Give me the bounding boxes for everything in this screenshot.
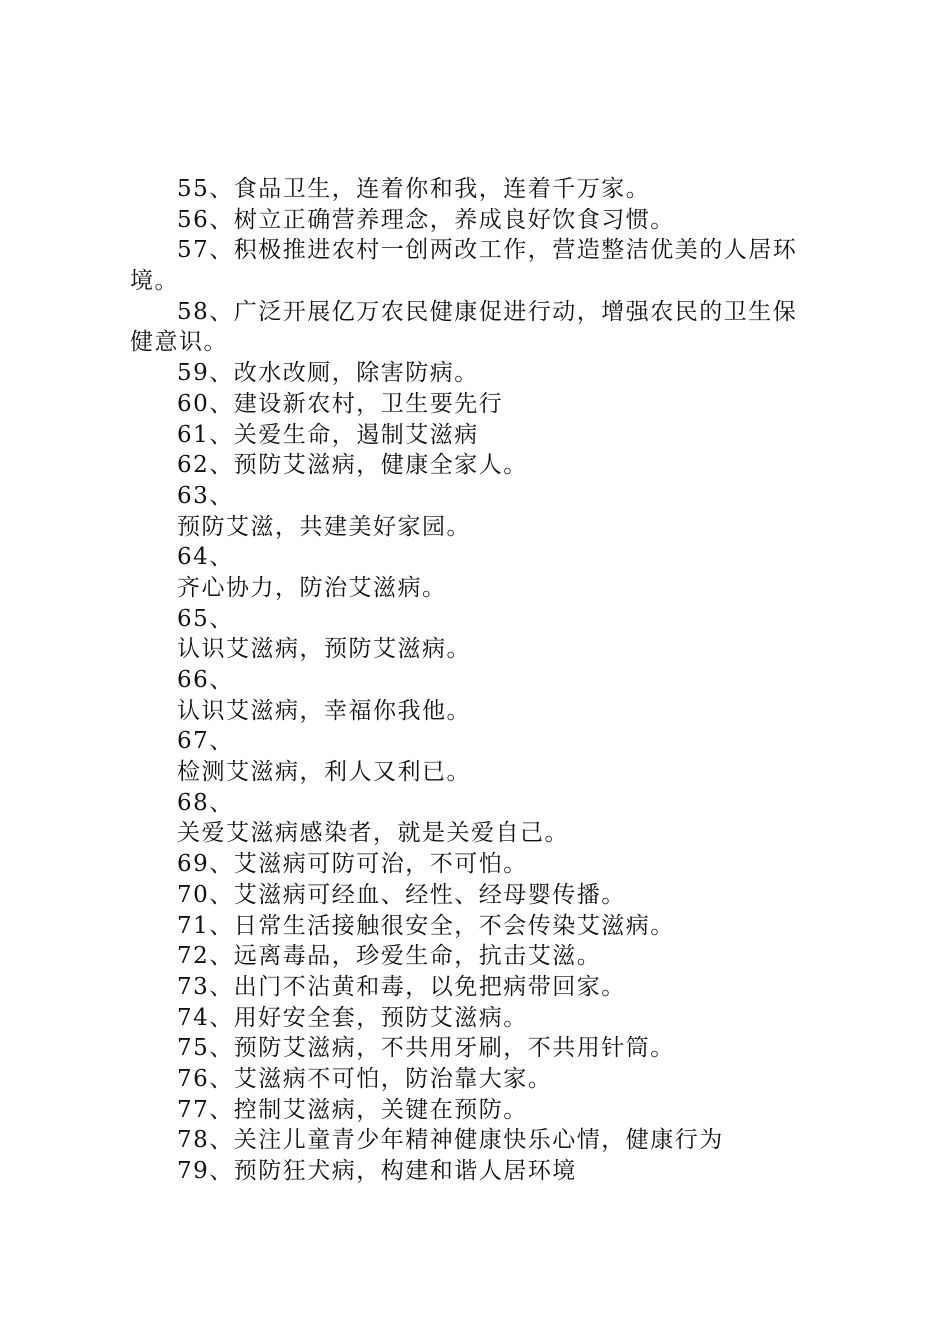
- text-line: 56、树立正确营养理念，养成良好饮食习惯。: [177, 206, 675, 233]
- document-body: [130, 174, 830, 1187]
- text-line: 65、: [177, 605, 234, 632]
- text-line: 68、: [177, 789, 234, 816]
- text-line: 62、预防艾滋病，健康全家人。: [177, 452, 528, 479]
- text-line: 76、艾滋病不可怕，防治靠大家。: [177, 1065, 553, 1092]
- text-line: 认识艾滋病，幸福你我他。: [177, 697, 471, 724]
- text-line: 63、: [177, 482, 234, 509]
- text-line: 71、日常生活接触很安全，不会传染艾滋病。: [177, 912, 675, 939]
- text-line: 74、用好安全套，预防艾滋病。: [177, 1004, 528, 1031]
- text-line: 78、关注儿童青少年精神健康快乐心情，健康行为: [177, 1127, 724, 1154]
- text-line: 检测艾滋病，利人又利已。: [177, 759, 471, 786]
- text-line: 境。: [130, 268, 179, 295]
- text-line: 健意识。: [130, 329, 228, 356]
- text-line: 77、控制艾滋病，关键在预防。: [177, 1096, 528, 1123]
- text-line: 关爱艾滋病感染者，就是关爱自己。: [177, 820, 569, 847]
- text-line: 67、: [177, 728, 234, 755]
- text-line: 59、改水改厕，除害防病。: [177, 360, 479, 387]
- text-line: 60、建设新农村，卫生要先行: [177, 390, 504, 417]
- text-line: 61、关爱生命，遏制艾滋病: [177, 421, 479, 448]
- text-line: 58、广泛开展亿万农民健康促进行动，增强农民的卫生保: [177, 298, 798, 325]
- text-line: 64、: [177, 544, 234, 571]
- text-line: 72、远离毒品，珍爱生命，抗击艾滋。: [177, 943, 602, 970]
- text-line: 57、积极推进农村一创两改工作，营造整洁优美的人居环: [177, 237, 798, 264]
- text-line: 79、预防狂犬病，构建和谐人居环境: [177, 1158, 577, 1184]
- text-line: 75、预防艾滋病，不共用牙刷，不共用针筒。: [177, 1035, 675, 1062]
- text-line: 预防艾滋，共建美好家园。: [177, 513, 471, 540]
- text-line: 齐心协力，防治艾滋病。: [177, 574, 447, 601]
- text-line: 认识艾滋病，预防艾滋病。: [177, 636, 471, 663]
- text-line: 70、艾滋病可经血、经性、经母婴传播。: [177, 881, 626, 908]
- text-line: 73、出门不沾黄和毒，以免把病带回家。: [177, 973, 626, 1000]
- text-line: 69、艾滋病可防可治，不可怕。: [177, 851, 528, 878]
- text-line: 55、食品卫生，连着你和我，连着千万家。: [177, 176, 651, 202]
- text-line: 66、: [177, 667, 234, 693]
